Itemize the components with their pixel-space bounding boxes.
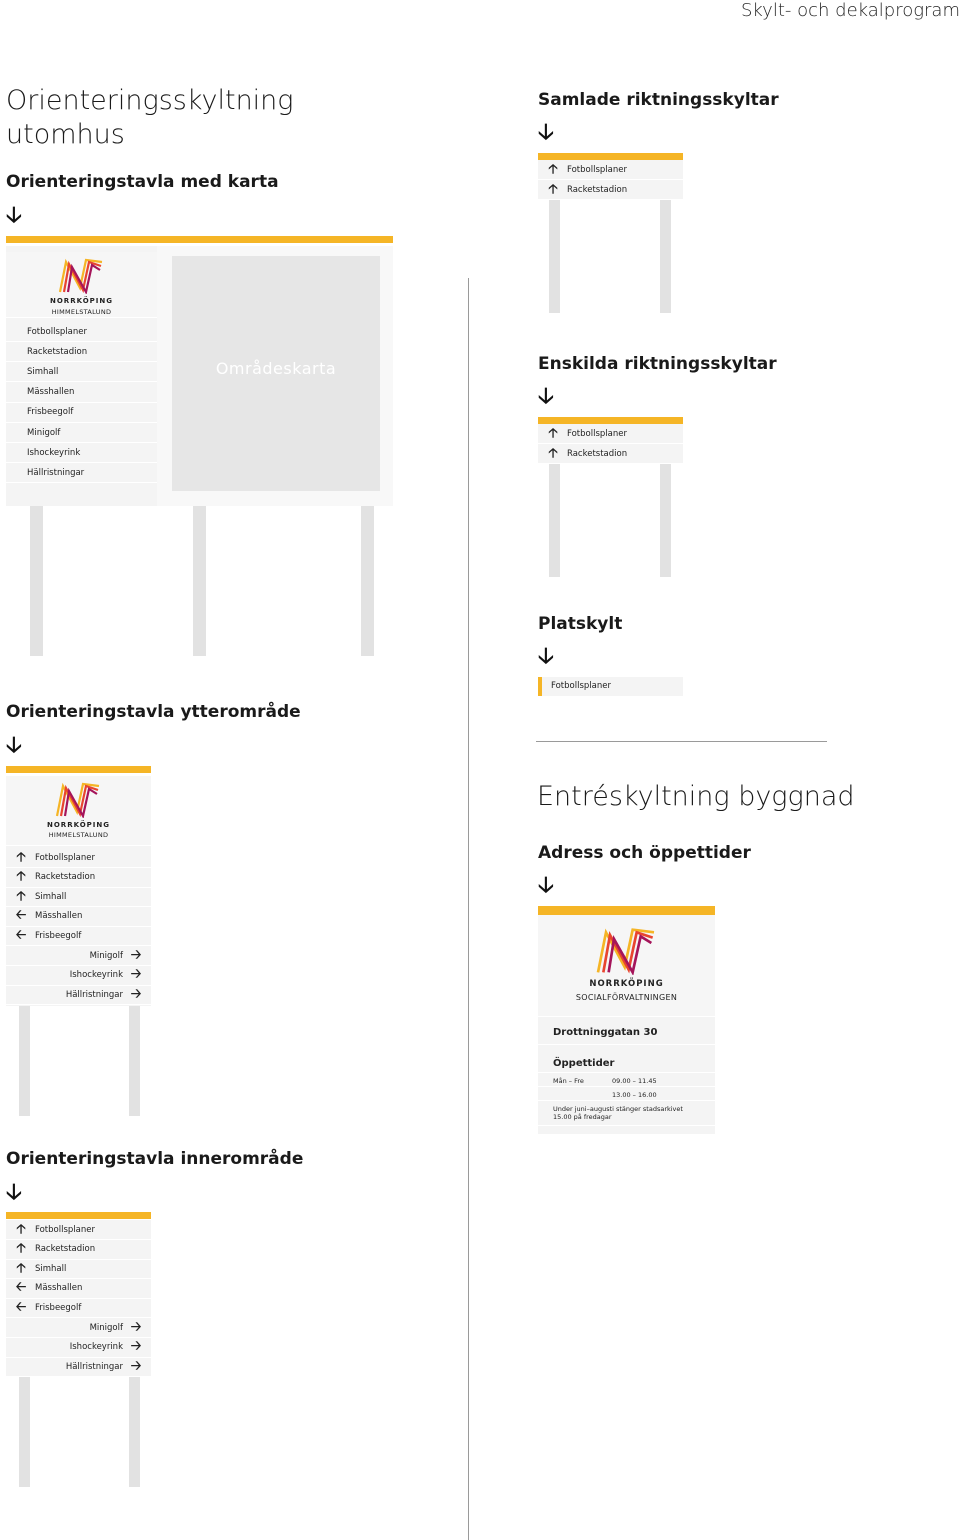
- place-sign-heading: Platskylt: [538, 614, 623, 634]
- sign-post: [19, 1006, 30, 1116]
- direction-row: [538, 424, 683, 444]
- arrow-down-icon: 🡣: [538, 873, 554, 898]
- sign-post: [129, 1006, 140, 1116]
- norrkoping-logo-icon: [58, 258, 104, 294]
- vertical-divider: [468, 278, 469, 1540]
- logo-block: [6, 252, 157, 318]
- map-board-row: [6, 403, 157, 423]
- arrow-up-icon: 🡡: [16, 869, 26, 885]
- sign-row-label: Minigolf: [27, 427, 61, 438]
- map-board-top-bar: [6, 236, 393, 243]
- sign-top-bar: [538, 417, 683, 424]
- inner-board-row: [6, 1318, 151, 1338]
- hours-row: [538, 1088, 715, 1101]
- arrow-down-icon: 🡣: [538, 384, 554, 409]
- sign-row-label: Racketstadion: [567, 448, 628, 459]
- entrance-sign-panel: [538, 915, 715, 1134]
- place-sign-label: Fotbollsplaner: [551, 681, 611, 691]
- area-map-label: Områdeskarta: [215, 359, 337, 378]
- outer-board-heading: Orienteringstavla ytterområde: [6, 702, 301, 722]
- arrow-right-icon: 🡢: [130, 967, 142, 983]
- map-board-row: [6, 362, 157, 382]
- inner-board-panel: [6, 1220, 151, 1377]
- arrow-up-icon: 🡡: [548, 425, 558, 441]
- sign-post: [660, 200, 671, 313]
- sign-row-label: Fotbollsplaner: [567, 164, 627, 175]
- arrow-right-icon: 🡢: [130, 1339, 142, 1355]
- logo-wordmark: NORRKÖPING: [50, 297, 113, 305]
- logo-wordmark: NORRKÖPING: [589, 979, 664, 989]
- entrance-sign: [538, 906, 715, 1134]
- sign-row-label: Ishockeyrink: [69, 970, 123, 981]
- sign-row-label: Racketstadion: [27, 346, 88, 357]
- sign-row-label: Hällristningar: [65, 1361, 123, 1372]
- map-board: [6, 236, 393, 506]
- logo-block: [6, 776, 151, 846]
- sign-row-label: Fotbollsplaner: [27, 326, 87, 337]
- sign-post: [193, 506, 206, 656]
- inner-board-row: [6, 1298, 151, 1318]
- arrow-up-icon: 🡡: [16, 849, 26, 865]
- hours-days: Mån – Fre: [553, 1077, 584, 1085]
- horizontal-divider: [536, 741, 827, 742]
- address-row: [538, 1018, 715, 1045]
- outer-board-row: [6, 907, 151, 927]
- outer-board-row: [6, 985, 151, 1005]
- entrance-sign-top-bar: [538, 906, 715, 915]
- arrow-up-icon: 🡡: [16, 888, 26, 904]
- sign-row-label: Ishockeyrink: [27, 447, 81, 458]
- arrow-left-icon: 🡠: [15, 927, 27, 943]
- outer-board-row: [6, 946, 151, 966]
- hours-row: [538, 1074, 715, 1087]
- arrow-up-icon: 🡡: [548, 181, 558, 197]
- sign-post: [129, 1377, 140, 1487]
- sign-row-label: Mässhallen: [35, 911, 83, 922]
- inner-board-row: [6, 1357, 151, 1377]
- map-board-row: [6, 443, 157, 463]
- sign-top-bar: [538, 153, 683, 160]
- arrow-up-icon: 🡡: [16, 1260, 26, 1276]
- logo-block: [538, 915, 715, 1017]
- inner-board-row: [6, 1338, 151, 1358]
- inner-board-row: [6, 1259, 151, 1279]
- sign-row-label: Simhall: [35, 1263, 67, 1274]
- outer-board-row: [6, 887, 151, 907]
- inner-board-row: [6, 1220, 151, 1240]
- sign-row-label: Racketstadion: [35, 1244, 96, 1255]
- inner-board-row: [6, 1240, 151, 1260]
- arrow-left-icon: 🡠: [15, 908, 27, 924]
- sign-row-label: Fotbollsplaner: [567, 428, 627, 439]
- combined-direction-sign: [538, 153, 683, 200]
- sign-row-label: Minigolf: [89, 1322, 123, 1333]
- sign-post: [549, 464, 560, 577]
- arrow-down-icon: 🡣: [538, 120, 554, 145]
- map-board-heading: Orienteringstavla med karta: [6, 172, 279, 192]
- address-text: Drottninggatan 30: [553, 1027, 658, 1038]
- logo-subtitle: HIMMELSTALUND: [51, 308, 112, 316]
- arrow-left-icon: 🡠: [15, 1280, 27, 1296]
- outer-board-panel: [6, 776, 151, 1006]
- sign-row-label: Hällristningar: [65, 989, 123, 1000]
- section-title-entrance: Entréskyltning byggnad: [537, 781, 855, 812]
- sign-row-label: Ishockeyrink: [69, 1342, 123, 1353]
- map-board-row: [6, 342, 157, 362]
- arrow-down-icon: 🡣: [538, 644, 554, 669]
- sign-row-label: Hällristningar: [27, 467, 85, 478]
- combined-signs-heading: Samlade riktningsskyltar: [538, 90, 779, 110]
- page-header-title: Skylt- och dekalprogram: [740, 0, 960, 21]
- sign-row-label: Simhall: [27, 366, 59, 377]
- place-sign-accent: [538, 677, 542, 696]
- arrow-up-icon: 🡡: [16, 1241, 26, 1257]
- logo-subtitle: SOCIALFÖRVALTNINGEN: [575, 993, 678, 1002]
- sign-post: [19, 1377, 30, 1487]
- sign-post: [30, 506, 43, 656]
- hours-morning: 09.00 – 11.45: [612, 1077, 657, 1085]
- logo-wordmark: NORRKÖPING: [47, 821, 110, 829]
- outer-board-top-bar: [6, 766, 151, 773]
- arrow-up-icon: 🡡: [548, 445, 558, 461]
- sign-post: [660, 464, 671, 577]
- hours-title: Öppettider: [553, 1058, 615, 1069]
- place-sign: [538, 677, 683, 696]
- outer-board: [6, 766, 151, 1006]
- sign-post: [361, 506, 374, 656]
- inner-board-row: [6, 1279, 151, 1299]
- inner-board-heading: Orienteringstavla innerområde: [6, 1149, 304, 1169]
- sign-row-label: Mässhallen: [35, 1283, 83, 1294]
- combined-sign-panel: [538, 160, 683, 200]
- map-board-row: [6, 322, 157, 342]
- map-board-row: [6, 383, 157, 403]
- sign-row-label: Frisbeegolf: [35, 1302, 82, 1313]
- outer-board-row: [6, 966, 151, 986]
- sign-row-label: Minigolf: [89, 950, 123, 961]
- single-direction-signs: [538, 417, 683, 464]
- arrow-down-icon: 🡣: [6, 733, 22, 758]
- sign-row-label: Frisbeegolf: [27, 407, 74, 418]
- area-map: [172, 256, 380, 491]
- single-sign-panel: [538, 424, 683, 464]
- hours-afternoon: 13.00 – 16.00: [612, 1091, 657, 1099]
- arrow-right-icon: 🡢: [130, 947, 142, 963]
- logo-subtitle: HIMMELSTALUND: [48, 831, 109, 839]
- outer-board-row: [6, 868, 151, 888]
- entrance-heading: Adress och öppettider: [538, 843, 751, 863]
- arrow-right-icon: 🡢: [130, 1358, 142, 1374]
- outer-board-row: [6, 848, 151, 868]
- inner-board: [6, 1212, 151, 1377]
- sign-row-label: Mässhallen: [27, 387, 75, 398]
- arrow-up-icon: 🡡: [548, 161, 558, 177]
- direction-row: [538, 160, 683, 180]
- norrkoping-logo-icon: [55, 782, 101, 818]
- note-row: [538, 1102, 715, 1126]
- norrkoping-logo-icon: [595, 927, 657, 975]
- sign-row-label: Fotbollsplaner: [35, 852, 95, 863]
- map-board-list-panel: [6, 246, 157, 506]
- single-signs-heading: Enskilda riktningsskyltar: [538, 354, 777, 374]
- arrow-right-icon: 🡢: [130, 1319, 142, 1335]
- sign-post: [549, 200, 560, 313]
- arrow-right-icon: 🡢: [130, 986, 142, 1002]
- sign-row-label: Frisbeegolf: [35, 930, 82, 941]
- map-board-row: [6, 463, 157, 483]
- arrow-down-icon: 🡣: [6, 1180, 22, 1205]
- sign-row-label: Fotbollsplaner: [35, 1224, 95, 1235]
- sign-row-label: Racketstadion: [567, 184, 628, 195]
- arrow-left-icon: 🡠: [15, 1299, 27, 1315]
- arrow-up-icon: 🡡: [16, 1221, 26, 1237]
- hours-note: Under juni–augusti stänger stadsarkivet 15.00 på fredagar: [553, 1105, 683, 1121]
- direction-row: [538, 180, 683, 200]
- arrow-down-icon: 🡣: [6, 203, 22, 228]
- sign-row-label: Racketstadion: [35, 872, 96, 883]
- hours-title-row: [538, 1046, 715, 1073]
- map-board-row: [6, 423, 157, 443]
- direction-row: [538, 444, 683, 464]
- inner-board-top-bar: [6, 1212, 151, 1219]
- map-area: [157, 246, 393, 506]
- section-title-outdoor: Orienteringsskyltning utomhus: [6, 85, 294, 150]
- sign-row-label: Simhall: [35, 891, 67, 902]
- outer-board-row: [6, 926, 151, 946]
